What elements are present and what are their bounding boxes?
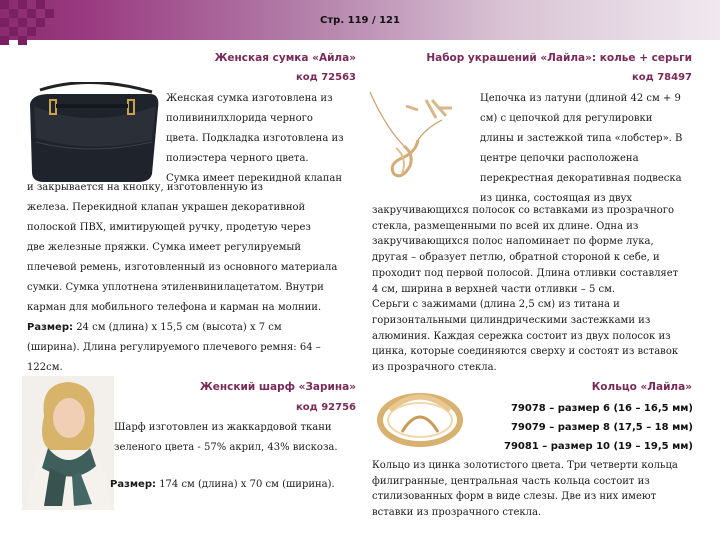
size-label: Размер: <box>110 479 157 490</box>
scarf-code: код 92756 <box>295 402 356 413</box>
necklace-image <box>366 88 476 198</box>
text-line: Женская сумка изготовлена из <box>166 93 333 104</box>
text-line: вставки из прозрачного стекла. <box>372 507 542 519</box>
text-line: проходит под первой полосой. Длина отливки составляет <box>372 267 679 279</box>
jewelry-title: Набор украшений «Лайла»: колье + серьги <box>426 52 692 64</box>
text-line: поливинилхлорида черного <box>166 113 313 124</box>
text-line: стилизованных форм в виде слезы. Две из них имеют <box>372 491 657 503</box>
text-line: Кольцо из цинка золотистого цвета. Три четверти кольца <box>372 460 678 471</box>
bag-title: Женская сумка «Айла» <box>214 52 356 64</box>
scarf-size <box>110 475 335 495</box>
ring-size-option: 79079 – размер 8 (17,5 – 18 мм) <box>510 422 693 433</box>
text-line: цвета. Подкладка изготовлена из <box>166 133 344 144</box>
text-line: центре цепочки расположена <box>480 153 639 164</box>
size-text: 174 см (длина) х 70 см (ширина). <box>156 479 335 490</box>
text-line: Сумка имеет перекидной клапан <box>166 173 343 184</box>
text-line: карман для мобильного телефона и карман на молнии. <box>27 302 322 313</box>
text-line: полоской ПВХ, имитирующей ручку, продетую через <box>27 222 311 233</box>
ring-description <box>372 458 678 521</box>
text-line: Шарф изготовлен из жаккардовой ткани <box>114 422 332 433</box>
text-line: Серьги с зажимами (длина 2,5 см) из титана и <box>372 299 620 311</box>
text-line: алюминия. Каждая сережка состоит из двух полосок из <box>372 330 671 342</box>
text-line: сумки. Сумка уплотнена этиленвинилацетатом. Внутри <box>27 282 324 293</box>
text-line: зеленого цвета - 57% акрил, 43% вискоза. <box>114 442 338 453</box>
text-line: горизонтальными цилиндрическими застежками из <box>372 314 651 326</box>
text-line: Цепочка из латуни (длиной 42 см + 9 <box>480 93 681 104</box>
text-line: из цинка, состоящая из двух <box>480 193 633 204</box>
text-line: филигранные, центральная часть кольца состоит из <box>372 475 650 487</box>
text-line: 4 см, ширина в верхней части отливки – 5 см. <box>372 283 616 295</box>
text-line: закручивающихся полосок со вставками из прозрачного <box>372 205 675 216</box>
text-line: две железные пряжки. Сумка имеет регулируемый <box>27 242 302 253</box>
jewelry-description-top <box>480 89 682 209</box>
scarf-title: Женский шарф «Зарина» <box>199 381 356 393</box>
text-line: (ширина). Длина регулируемого плечевого ремня: 64 – <box>27 342 321 353</box>
text-line: стекла, размещенными по всей их длине. Одна из <box>372 220 639 232</box>
bag-code: код 72563 <box>295 72 356 83</box>
jewelry-code: код 78497 <box>631 72 692 83</box>
bag-image <box>20 82 162 186</box>
text-line: длины и застежкой типа «лобстер». В <box>480 133 683 144</box>
text-line: и закрывается на кнопку, изготовленную из <box>27 182 263 193</box>
size-label: Размер: <box>27 322 74 333</box>
text-line: из прозрачного стекла. <box>372 362 497 374</box>
text-line: железа. Перекидной клапан украшен декоративной <box>27 202 306 213</box>
text-line: 122см. <box>27 362 63 373</box>
bag-description <box>27 178 337 378</box>
bag-size <box>27 318 337 338</box>
jewelry-description <box>372 203 678 376</box>
ring-size-option: 79078 – размер 6 (16 – 16,5 мм) <box>510 403 693 414</box>
text-line: см) с цепочкой для регулировки <box>480 113 653 124</box>
text-line: закручивающихся полос напоминает по форме лука, <box>372 236 654 248</box>
text-line: цинка, которые соединяются сверху и состоят из вставок <box>372 346 679 358</box>
size-text: 24 см (длина) х 15,5 см (высота) х 7 см <box>73 322 282 333</box>
bag-description-top <box>166 89 344 189</box>
ring-size-option: 79081 – размер 10 (19 – 19,5 мм) <box>504 441 693 452</box>
text-line: перекрестная декоративная подвеска <box>480 173 682 184</box>
ring-image <box>372 380 470 452</box>
scarf-model-image <box>22 376 114 510</box>
scarf-description <box>114 418 338 458</box>
text-line: плечевой ремень, изготовленный из основного материала <box>27 262 338 273</box>
ring-title: Кольцо «Лайла» <box>591 381 692 393</box>
text-line: полиэстера черного цвета. <box>166 153 309 164</box>
page-number: Стр. 119 / 121 <box>320 15 400 26</box>
text-line: другая – образует петлю, обратной стороной к себе, и <box>372 252 660 264</box>
